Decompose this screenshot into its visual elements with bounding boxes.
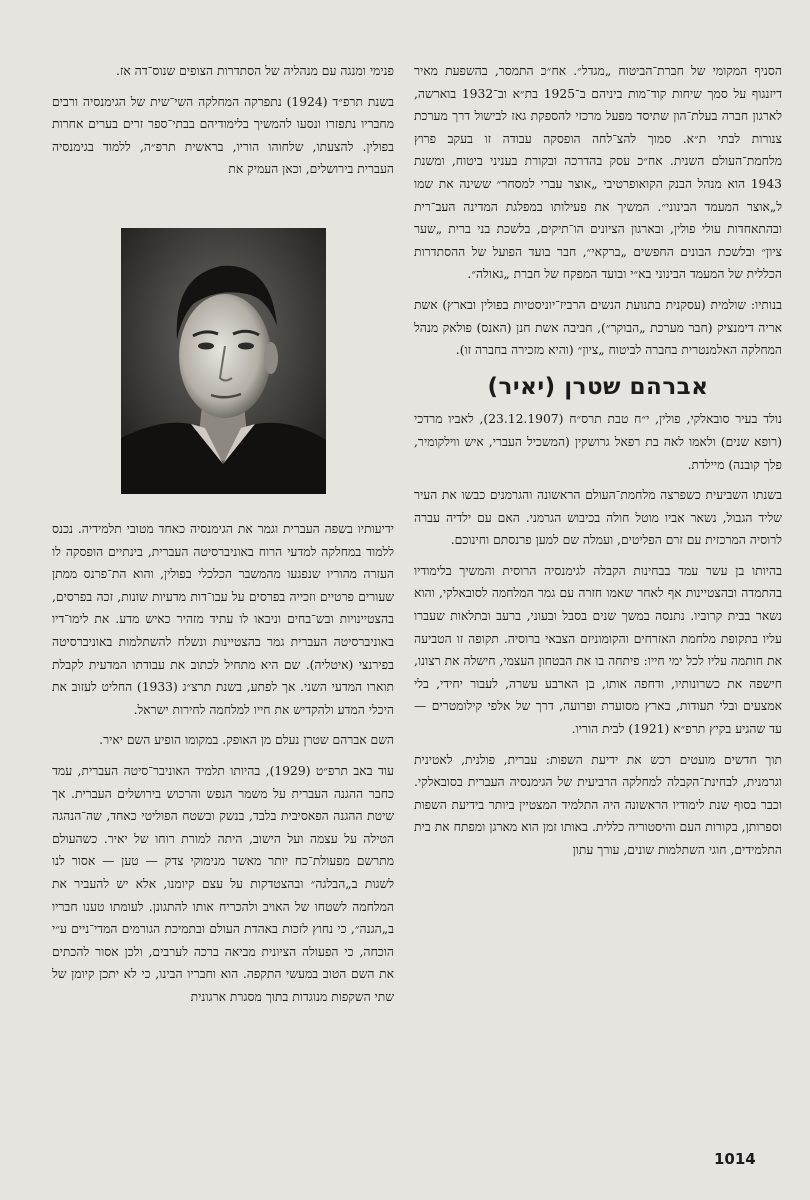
portrait-photo	[121, 228, 326, 494]
page-number: 1014	[714, 1150, 756, 1168]
paragraph: בשנת תרפ״ד (1924) נתפרקה המחלקה השי־שית של הגימנסיה ורבים מחבריו נתפזרו ונסעו להמשיך בלימודיהם בבתי־ספר זרים בערים אחרות בפולין. להצעתו, שלחוהו הוריו, בראשית תרפ״ה, ללמוד בגימנסיה העברית בירושלים, וכאן העמיק את	[52, 94, 394, 177]
paragraph: פנימי ומנגה עם מנהליה של הסתדרות הצופים שנוס־דה אז.	[116, 64, 394, 78]
paragraph: בהיותו בן עשר עמד בבחינות הקבלה לגימנסיה הרוסית והמשיך בלימודיו בהתמדה ובהצטיינות אף לאחר שאמו חזרה עם גמר המלחמה לסובאלקי, והוא נשאר בבית קרוביו. נתנסה במשך שנים בסבל ובעוני, ברעב ובתלאות שעברו עליו בתקופת מלחמת האזרחים והקומוניזם הצבאי ברוסיה. תקופה זו הטביעה את חותמה עליו לכל ימי חייו: פיתחה בו את הבטחון העצמי, חישלה את רצונו, חישפה את כשרונותיו, ודחפה אותו, בן הארבע עשרה, לעבור יחידי, בלי אמצעים ובלי תעודות, בארץ מסוערת ופרועה, דרך של אלפי קילומטרים — עד שהגיע בקיץ תרפ״א (1921) לבית הוריו.	[414, 563, 782, 737]
paragraph: תוך חדשים מועטים רכש את ידיעת השפות: עברית, פולנית, לאטינית וגרמנית, לבחינת־הקבלה למחלקה הרביעית של הגימנסיה העברית בסובאלקי. וכבר בסוף שנת לימודיו הראשונה היה התלמיד המצטיין ביותר בידיעת השפות וספרותן, בקורות העם והיסטוריה כללית. באותו זמן הוא מארגן ומפתח את בית התלמידים, חוגי השתלמות שונים, עורך עתון	[414, 752, 782, 857]
left-column-upper	[52, 60, 394, 189]
paragraph: ידיעותיו בשפה העברית וגמר את הגימנסיה כאחד מטובי תלמידיה. נכנס ללמוד במחלקה למדעי הרוח באוניברסיטה העברית, בינתיים הופסקה לו העזרה מהוריו שנפגעו מהמשבר הכלכלי בפולין, והוא הת־פרנס ממתן שעורים פרטיים וזכייה בפרסים על עבו־דות מדעיות שונות, זכה בפרסים, בהצטיינויות ובש־בחים וניבאו לו עתיד מזהיר כאיש מדע. את לימו־דיו באוניברסיטה העברית גמר בהצטיינות ונשלח להשתלמות באוניברסיטה בפירנצי (איטליה). שם היא מתחיל לכתוב את עבודתו המדעית לקבלת תוארו המדעי השני. אך לפתע, בשנת תרצ״ג (1933) החליט לעזוב את היכלי המדע ולהקדיש את חייו למלחמה לחירות ישראל.	[52, 522, 394, 717]
paragraph: בנותיו: שולמית (עסקנית בתנועת הנשים הרביז־יוניסטיות בפולין ובארץ) אשת אריה דימנציק (חבר מערכת „הבוקר״), חביבה אשת חנן (האנס) פולאק מנהל המחלקה האלמנטרית בחברה לביטוח „ציון״ (והיא מזכירה בחברה זו).	[414, 297, 782, 358]
article-title: אברהם שטרן (יאיר)	[487, 373, 709, 400]
paragraph: בשנתו השביעית כשפרצה מלחמת־העולם הראשונה והגרמנים כבשו את העיר שליד הגבול, נשאר אביו מוטל חולה בכיבוש הגרמני. האם עם ילדיה עברה לרוסיה המרכזית עם זרם הפליטים, ועמלה שם למען פרנסתם וחינוכם.	[414, 488, 782, 548]
paragraph: הסניף המקומי של חברת־הביטוח „מגדל״. אח״כ התמסר, בהשפעת מאיר דיזנגוף על סמך שיחות קוד־מות ביניהם ב־1925 בת״א וב־1932 בוארשה, לארגון חברה בעלת־הון שתיסד מפעל מרכזי להספקת גאז לבישול דרך מערכת צנורות לבתי ת״א. סמוך להצ־לחה הופסקה עבודה זו בעקב פרוץ מלחמת־העולם השנית. אח״כ עסק בהדרכה ובקורת בעניני ביטוח, ומשנת 1943 הוא מנהל הבנק הקואופרטיבי „אוצר עברי למסחר״ ששינה את שמו ל„אוצר המעמד הבינוני״. המשיך את פעילותו במפלגת המדינה העב־רית ובהתאחדות עולי פולין, ובארגון הציונים הו־תיקים, בלשכת בני ברית „שער ציון״ ובלשכת הבונים החפשים „ברקאי״, חבר בועד הפועל של ההסתדרות הכללית של המעמד הבינוני בא״י ובועד המפקח של חברת „גאולה״.	[414, 64, 783, 282]
right-column	[414, 60, 782, 870]
paragraph: עוד באב תרפ״ט (1929), בהיותו תלמיד האוניבר־סיטה העברית, עמד כחבר ההגנה העברית על משמר הנפש והרכוש בירושלים העברית. אך שיטת ההגנה הפאסיבית בלבד, בנשק ובשטח הפוליטי כאחד, שה־הנהגה הטילה על עצמה ועל הישוב, היתה למורת רוחו של יאיר. כשהעולם מתרשם מפעולת־כח יותר מאשר מנימוקי צדק — טען — אסור לנו לשגות ב„הבלגה״ ובהצטדקות על עצם קיומנו, אלא יש להעביר את המלחמה לשטחו של האויב ולהכריח אותו להתגונן. לעומתו טענו חבריו ב„הגנה״, כי נחוץ לזכות באהדת העולם ובתמיכת הגורמים המדי־ניים ע״י הוכחה, כי הפעולה הציונית מביאה ברכה לערבים, ולכן אסור להכתים את השם הטוב במעשי התקפה. הוא וחבריו הבינו, כי לא יתכן קיומן של שתי השקפות מנוגדות בתוך מסגרת ארגונית	[52, 763, 394, 1004]
paragraph: נולד בעיר סובאלקי, פולין, י״ח טבת תרס״ח (23.12.1907), לאביו מרדכי (רופא שנים) ולאמו לאה בת רפאל גרושקין (המשכיל העברי, איש ווילקומיר, פלך קובנה) מיילדת.	[414, 412, 783, 472]
left-column-lower	[52, 518, 394, 1016]
paragraph: השם אברהם שטרן נעלם מן האופק. במקומו הופיע השם יאיר.	[99, 733, 394, 748]
